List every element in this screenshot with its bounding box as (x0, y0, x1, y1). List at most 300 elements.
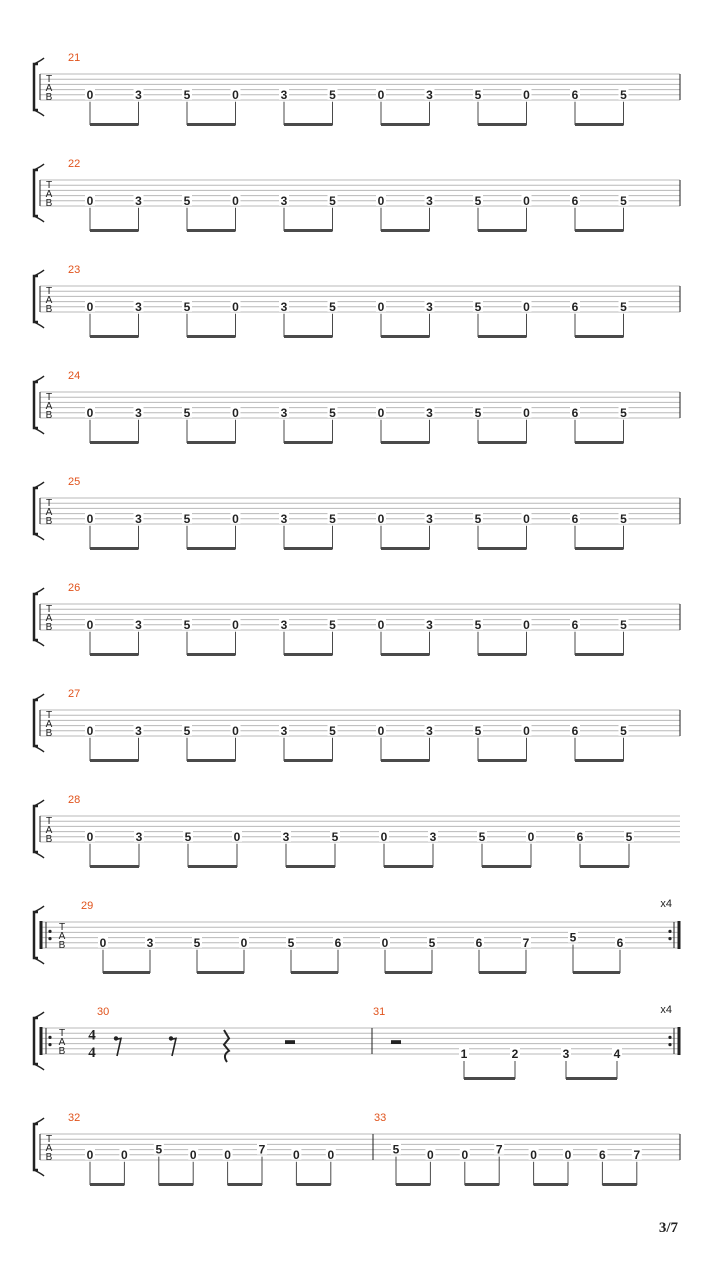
fret-number: 3 (426, 299, 433, 314)
repeat-dot (48, 1043, 51, 1046)
fret-number: 6 (599, 1147, 606, 1162)
measure-number: 29 (81, 900, 94, 912)
measure-number: 32 (68, 1112, 81, 1124)
tab-clef-letter: B (58, 1046, 66, 1057)
system-bracket (34, 382, 38, 428)
tab-clef-letter: T (45, 1134, 53, 1145)
bracket-top-hook (34, 58, 44, 64)
system-bracket (34, 1018, 38, 1064)
fret-number: 3 (426, 87, 433, 102)
fret-number: 3 (426, 617, 433, 632)
measure-number: 24 (68, 370, 81, 382)
tab-clef-letter: B (45, 198, 53, 209)
tab-system (34, 158, 680, 232)
repeat-dot (48, 937, 51, 940)
eighth-rest-stem (115, 1038, 121, 1056)
beam (575, 335, 624, 338)
system-bracket (34, 700, 38, 746)
beam (478, 441, 527, 444)
fret-number: 0 (427, 1147, 434, 1162)
system-bracket (34, 64, 38, 110)
measure (68, 688, 629, 762)
beam (90, 865, 139, 868)
tab-clef-letter: A (45, 401, 53, 412)
fret-number: 6 (571, 405, 579, 420)
fret-number: 3 (135, 511, 142, 526)
fret-number: 5 (183, 511, 191, 526)
fret-number: 0 (293, 1147, 300, 1162)
fret-number: 0 (232, 87, 239, 102)
tab-clef-letter: A (58, 1037, 66, 1048)
fret-number: 5 (183, 299, 191, 314)
fret-number: 6 (571, 511, 579, 526)
fret-number: 6 (571, 87, 579, 102)
fret-number: 6 (334, 935, 342, 950)
fret-number: 6 (571, 299, 579, 314)
beam (566, 1077, 617, 1080)
fret-number: 3 (426, 405, 433, 420)
fret-number: 5 (474, 193, 482, 208)
fret-number: 5 (193, 935, 201, 950)
fret-number: 5 (620, 405, 627, 420)
fret-number: 0 (189, 1147, 197, 1162)
fret-number: 5 (620, 723, 627, 738)
beam (284, 229, 333, 232)
beam (478, 653, 527, 656)
measure (373, 1112, 642, 1186)
tab-clef-letter: B (45, 622, 53, 633)
tab-clef-letter: A (45, 295, 53, 306)
fret-number: 7 (633, 1147, 641, 1162)
fret-number: 0 (461, 1147, 469, 1162)
fret-number: 3 (280, 299, 288, 314)
tab-system (34, 370, 680, 444)
repeat-dot (668, 1036, 671, 1039)
fret-number: 3 (282, 829, 290, 844)
beam (284, 335, 333, 338)
fret-number: 0 (232, 723, 239, 738)
fret-number: 3 (562, 1047, 570, 1061)
beam (90, 547, 139, 550)
tab-clef-letter: B (45, 92, 53, 103)
beam (580, 865, 629, 868)
fret-number: 0 (232, 299, 239, 314)
beam (197, 971, 244, 974)
fret-number: 0 (86, 723, 94, 738)
fret-number: 0 (377, 193, 385, 208)
beam (286, 865, 335, 868)
beam (187, 123, 236, 126)
tab-clef-letter: A (45, 825, 53, 836)
beam (381, 759, 430, 762)
beam (90, 1183, 124, 1186)
page-number: 3/7 (658, 1220, 678, 1236)
bracket-bottom-hook (34, 534, 44, 540)
beam (575, 229, 624, 232)
system-bracket (34, 170, 38, 216)
fret-number: 6 (576, 829, 584, 844)
tab-clef-letter: A (58, 931, 66, 942)
fret-number: 0 (233, 829, 241, 844)
fret-number: 5 (184, 829, 192, 844)
fret-number: 5 (183, 405, 191, 420)
measure (372, 1006, 622, 1080)
fret-number: 3 (146, 935, 154, 950)
measure (68, 370, 629, 444)
tab-clef-letter: A (45, 189, 53, 200)
fret-number: 0 (523, 405, 530, 420)
beam (575, 123, 624, 126)
beam (482, 865, 531, 868)
beam (187, 441, 236, 444)
fret-number: 5 (329, 511, 336, 526)
bracket-top-hook (34, 694, 44, 700)
measure-number: 31 (373, 1006, 386, 1018)
fret-number: 5 (474, 617, 482, 632)
repeat-dot (668, 1043, 671, 1046)
fret-number: 0 (232, 193, 239, 208)
fret-number: 3 (426, 193, 433, 208)
tab-clef-letter: B (45, 728, 53, 739)
bracket-bottom-hook (34, 746, 44, 752)
fret-number: 3 (280, 87, 288, 102)
fret-number: 5 (287, 935, 295, 950)
tab-system (34, 582, 680, 656)
fret-number: 6 (616, 935, 624, 950)
beam (291, 971, 338, 974)
beam (479, 971, 526, 974)
fret-number: 0 (380, 829, 388, 844)
fret-number: 7 (258, 1142, 266, 1157)
fret-number: 2 (511, 1047, 519, 1061)
fret-number: 0 (86, 87, 94, 102)
beam (187, 653, 236, 656)
measure-number: 22 (68, 158, 81, 170)
tab-clef-letter: A (45, 1143, 53, 1154)
time-signature-top: 4 (88, 1027, 96, 1044)
fret-number: 5 (474, 87, 482, 102)
system-bracket (34, 488, 38, 534)
fret-number: 3 (280, 405, 288, 420)
bracket-bottom-hook (34, 640, 44, 646)
beam (187, 547, 236, 550)
fret-number: 5 (474, 405, 482, 420)
fret-number: 7 (495, 1142, 503, 1157)
beam (575, 759, 624, 762)
fret-number: 0 (523, 723, 530, 738)
beam (478, 335, 527, 338)
beam (284, 759, 333, 762)
fret-number: 3 (135, 299, 142, 314)
fret-number: 0 (381, 935, 389, 950)
fret-number: 3 (426, 723, 433, 738)
fret-number: 5 (155, 1142, 163, 1157)
fret-number: 0 (377, 511, 385, 526)
tab-system (34, 794, 680, 868)
tab-clef-letter: T (45, 816, 53, 827)
beam (188, 865, 237, 868)
fret-number: 6 (571, 617, 579, 632)
bracket-bottom-hook (34, 1170, 44, 1176)
measure-number: 27 (68, 688, 81, 700)
fret-number: 0 (327, 1147, 335, 1162)
fret-number: 0 (377, 87, 385, 102)
beam (575, 653, 624, 656)
repeat-dot (668, 930, 671, 933)
measure-number: 26 (68, 582, 81, 594)
fret-number: 4 (613, 1047, 621, 1061)
beam (384, 865, 433, 868)
bracket-top-hook (34, 906, 44, 912)
fret-number: 3 (135, 723, 142, 738)
fret-number: 5 (478, 829, 486, 844)
beam (187, 759, 236, 762)
bracket-top-hook (34, 376, 44, 382)
tab-system (34, 264, 680, 338)
system-bracket (34, 912, 38, 958)
fret-number: 0 (523, 511, 530, 526)
tab-clef-letter: A (45, 719, 53, 730)
half-rest (391, 1040, 401, 1044)
measure (68, 476, 629, 550)
beam (465, 1183, 499, 1186)
beam (90, 229, 139, 232)
measure-number: 21 (68, 52, 81, 64)
fret-number: 0 (232, 405, 239, 420)
system-bracket (34, 594, 38, 640)
beam (385, 971, 432, 974)
fret-number: 0 (86, 405, 94, 420)
fret-number: 3 (135, 193, 142, 208)
measure (81, 900, 625, 974)
fret-number: 5 (329, 405, 336, 420)
measure (68, 582, 629, 656)
measure-number: 30 (97, 1006, 110, 1018)
tab-system (34, 476, 680, 550)
fret-number: 3 (280, 193, 288, 208)
fret-number: 0 (86, 511, 94, 526)
system-bracket (34, 276, 38, 322)
repeat-dot (668, 937, 671, 940)
fret-number: 5 (620, 617, 627, 632)
tab-system (34, 898, 680, 974)
measure (68, 52, 629, 126)
fret-number: 5 (625, 829, 633, 844)
fret-number: 5 (569, 930, 577, 945)
beam (90, 759, 139, 762)
tab-clef-letter: A (45, 613, 53, 624)
tab-clef-letter: T (45, 74, 53, 85)
fret-number: 3 (135, 405, 142, 420)
fret-number: 5 (474, 299, 482, 314)
beam (381, 653, 430, 656)
bracket-bottom-hook (34, 322, 44, 328)
fret-number: 6 (571, 723, 579, 738)
fret-number: 5 (474, 511, 482, 526)
fret-number: 0 (86, 829, 94, 844)
beam (478, 123, 527, 126)
beam (602, 1183, 636, 1186)
fret-number: 0 (86, 1147, 94, 1162)
fret-number: 3 (135, 87, 142, 102)
measure-number: 25 (68, 476, 81, 488)
beam (381, 335, 430, 338)
tab-clef-letter: B (58, 940, 66, 951)
beam (187, 229, 236, 232)
tab-system (34, 1004, 680, 1080)
beam (284, 123, 333, 126)
half-rest (285, 1040, 295, 1044)
beam (464, 1077, 515, 1080)
beam (478, 759, 527, 762)
beam (575, 547, 624, 550)
beam (478, 547, 527, 550)
fret-number: 3 (426, 511, 433, 526)
system-bracket (34, 806, 38, 852)
beam (478, 229, 527, 232)
fret-number: 5 (183, 87, 191, 102)
fret-number: 0 (377, 405, 385, 420)
tab-clef-letter: B (45, 304, 53, 315)
tab-clef-letter: B (45, 834, 53, 845)
beam (103, 971, 150, 974)
tab-clef-letter: T (45, 498, 53, 509)
beam (575, 441, 624, 444)
bracket-top-hook (34, 270, 44, 276)
beam (90, 123, 139, 126)
measure-number: 23 (68, 264, 81, 276)
tab-clef-letter: T (45, 286, 53, 297)
fret-number: 5 (620, 299, 627, 314)
fret-number: 5 (329, 723, 336, 738)
fret-number: 0 (232, 511, 239, 526)
measure (68, 158, 629, 232)
fret-number: 0 (121, 1147, 128, 1162)
fret-number: 0 (523, 617, 530, 632)
fret-number: 0 (86, 617, 94, 632)
fret-number: 5 (183, 193, 191, 208)
bracket-top-hook (34, 588, 44, 594)
measure-number: 28 (68, 794, 81, 806)
tab-clef-letter: T (45, 604, 53, 615)
time-signature-bottom: 4 (88, 1045, 96, 1061)
beam (534, 1183, 568, 1186)
fret-number: 3 (280, 723, 288, 738)
beam (381, 229, 430, 232)
fret-number: 0 (86, 299, 94, 314)
tab-clef-letter: T (45, 180, 53, 191)
measure (68, 264, 629, 338)
fret-number: 5 (620, 87, 627, 102)
tab-clef-letter: T (45, 392, 53, 403)
bracket-bottom-hook (34, 216, 44, 222)
fret-number: 5 (428, 935, 436, 950)
beam (90, 653, 139, 656)
tab-clef-letter: T (45, 710, 53, 721)
fret-number: 0 (523, 193, 530, 208)
fret-number: 7 (522, 935, 530, 950)
beam (381, 547, 430, 550)
fret-number: 5 (392, 1142, 400, 1157)
tab-clef-letter: T (58, 922, 66, 933)
fret-number: 0 (377, 299, 385, 314)
fret-number: 5 (620, 511, 627, 526)
repeat-dot (48, 1036, 51, 1039)
bracket-top-hook (34, 164, 44, 170)
bracket-bottom-hook (34, 958, 44, 964)
tab-system (34, 1112, 680, 1186)
beam (573, 971, 620, 974)
beam (284, 441, 333, 444)
fret-number: 0 (523, 87, 530, 102)
fret-number: 3 (429, 829, 437, 844)
fret-number: 5 (331, 829, 339, 844)
fret-number: 5 (329, 87, 336, 102)
repeat-count: x4 (660, 898, 672, 910)
bracket-bottom-hook (34, 110, 44, 116)
bracket-top-hook (34, 1012, 44, 1018)
beam (90, 441, 139, 444)
beam (90, 335, 139, 338)
tab-clef-letter: T (58, 1028, 66, 1039)
bracket-bottom-hook (34, 428, 44, 434)
tab-clef-letter: B (45, 410, 53, 421)
tab-clef-letter: B (45, 1152, 53, 1163)
system-bracket (34, 1124, 38, 1170)
fret-number: 3 (135, 829, 143, 844)
tab-clef-letter: A (45, 83, 53, 94)
beam (396, 1183, 430, 1186)
tab-clef-letter: B (45, 516, 53, 527)
bracket-bottom-hook (34, 1064, 44, 1070)
measure (68, 1112, 336, 1186)
bracket-bottom-hook (34, 852, 44, 858)
fret-number: 0 (377, 617, 385, 632)
tab-clef-letter: A (45, 507, 53, 518)
measure (68, 794, 634, 868)
tab-system (34, 688, 680, 762)
beam (381, 441, 430, 444)
fret-number: 0 (224, 1147, 231, 1162)
fret-number: 0 (240, 935, 248, 950)
fret-number: 3 (135, 617, 142, 632)
beam (381, 123, 430, 126)
fret-number: 0 (564, 1147, 572, 1162)
fret-number: 6 (571, 193, 579, 208)
fret-number: 5 (183, 723, 191, 738)
quarter-rest (224, 1030, 229, 1062)
bracket-top-hook (34, 800, 44, 806)
tab-system (34, 52, 680, 126)
beam (284, 547, 333, 550)
fret-number: 1 (460, 1047, 468, 1061)
fret-number: 3 (280, 617, 288, 632)
beam (159, 1183, 193, 1186)
fret-number: 5 (329, 299, 336, 314)
fret-number: 0 (232, 617, 239, 632)
beam (284, 653, 333, 656)
fret-number: 0 (377, 723, 385, 738)
fret-number: 0 (530, 1147, 537, 1162)
fret-number: 3 (280, 511, 288, 526)
fret-number: 0 (523, 299, 530, 314)
fret-number: 0 (527, 829, 535, 844)
fret-number: 5 (183, 617, 191, 632)
fret-number: 5 (474, 723, 482, 738)
fret-number: 5 (329, 193, 336, 208)
beam (228, 1183, 262, 1186)
fret-number: 0 (86, 193, 94, 208)
